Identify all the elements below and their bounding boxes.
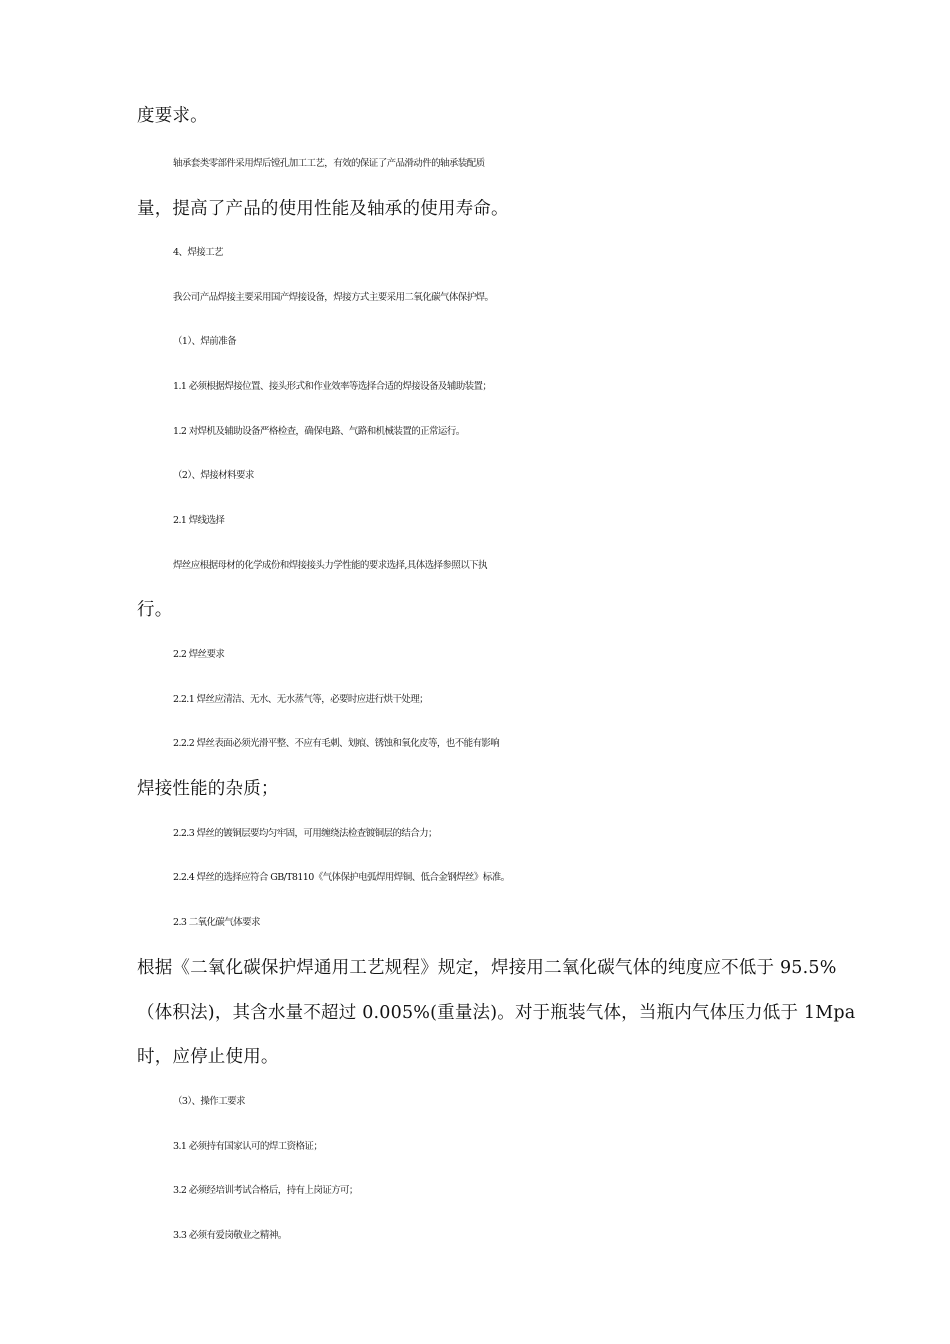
list-item: 3.2 必须经培训考试合格后，持有上岗证方可； bbox=[173, 1185, 358, 1196]
list-item-heading: 2.3 二氧化碳气体要求 bbox=[173, 917, 260, 928]
paragraph-line: 量，提高了产品的使用性能及轴承的使用寿命。 bbox=[137, 199, 509, 219]
paragraph-line: 行。 bbox=[137, 600, 173, 620]
list-item-heading: 2.2 焊丝要求 bbox=[173, 649, 225, 660]
subsection-heading: （1）、焊前准备 bbox=[173, 336, 236, 347]
paragraph-line: 轴承套类零部件采用焊后镗孔加工工艺，有效的保证了产品滑动件的轴承装配质 bbox=[173, 158, 485, 169]
paragraph-line: 焊接性能的杂质； bbox=[137, 779, 279, 799]
paragraph-line: 时，应停止使用。 bbox=[137, 1047, 279, 1067]
list-item: 1.2 对焊机及辅助设备严格检查，确保电路、气路和机械装置的正常运行。 bbox=[173, 426, 465, 437]
list-item: 2.2.4 焊丝的选择应符合 GB/T8110《气体保护电弧焊用焊铜、低合金钢焊丝》标准。 bbox=[173, 872, 510, 883]
subsection-heading: （2）、焊接材料要求 bbox=[173, 470, 254, 481]
subsection-heading: （3）、操作工要求 bbox=[173, 1096, 245, 1107]
paragraph-line: 度要求。 bbox=[137, 106, 208, 126]
paragraph-line: 根据《二氧化碳保护焊通用工艺规程》规定，焊接用二氧化碳气体的纯度应不低于 95.5% bbox=[137, 958, 837, 978]
list-item: 3.3 必须有爱岗敬业之精神。 bbox=[173, 1230, 287, 1241]
paragraph-line: 我公司产品焊接主要采用国产焊接设备，焊接方式主要采用二氧化碳气体保护焊。 bbox=[173, 292, 494, 303]
list-item: 2.2.3 焊丝的镀铜层要均匀牢固，可用缠绕法检查镀铜层的结合力； bbox=[173, 828, 437, 839]
list-item: 3.1 必须持有国家认可的焊工资格证； bbox=[173, 1141, 323, 1152]
paragraph-line: （体积法)，其含水量不超过 0.005%(重量法)。对于瓶装气体，当瓶内气体压力低于 1Mpa bbox=[137, 1003, 856, 1023]
list-item: 1.1 必须根据焊接位置、接头形式和作业效率等选择合适的焊接设备及辅助装置； bbox=[173, 381, 492, 392]
list-item: 2.2.1 焊丝应清洁、无水、无水蒸气等，必要时应进行烘干处理； bbox=[173, 694, 428, 705]
paragraph-line: 焊丝应根据母材的化学成份和焊接接头力学性能的要求选择,具体选择参照以下执 bbox=[173, 560, 487, 571]
list-item-heading: 2.1 焊线选择 bbox=[173, 515, 225, 526]
list-item: 2.2.2 焊丝表面必须光滑平整、不应有毛刺、划痕、锈蚀和氧化皮等，也不能有影响 bbox=[173, 738, 500, 749]
section-heading: 4、焊接工艺 bbox=[173, 247, 223, 258]
